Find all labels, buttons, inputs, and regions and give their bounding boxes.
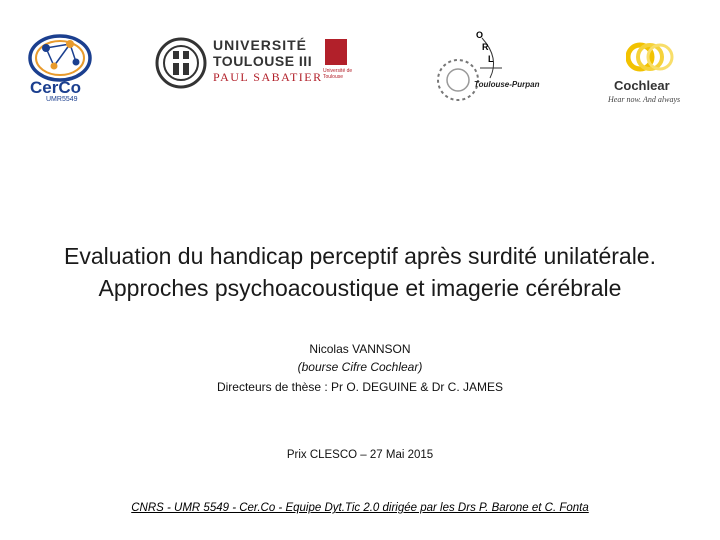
title-line-1: Evaluation du handicap perceptif après surdité unilatérale.: [64, 243, 656, 269]
cerco-logo: [24, 32, 98, 104]
ut3-line2: TOULOUSE III: [213, 53, 313, 69]
orl-logo: [420, 28, 555, 108]
cochlear-name: Cochlear: [614, 78, 670, 93]
cochlear-swirl-icon: [626, 38, 676, 76]
prize-line: Prix CLESCO – 27 Mai 2015: [286, 449, 434, 461]
cerco-subtitle: UMR5549: [46, 96, 78, 103]
orl-gear-icon: [420, 28, 555, 108]
ut3-line1: UNIVERSITÉ: [213, 37, 308, 53]
orl-letter-o: O: [476, 30, 484, 40]
author-name: Nicolas VANNSON: [309, 342, 411, 356]
ut3-emblem-icon: [155, 37, 207, 89]
cochlear-logo: [608, 38, 692, 110]
ut3-side-emblem-icon: [325, 39, 347, 65]
orl-letter-l: L: [488, 54, 494, 64]
ut3-logo: [155, 35, 360, 91]
cochlear-tagline: Hear now. And always: [608, 95, 681, 104]
thesis-directors: Directeurs de thèse : Pr O. DEGUINE & Dr C. JAMES: [216, 380, 504, 394]
orl-letter-r: R: [482, 42, 489, 52]
cerco-name: CerCo: [30, 78, 82, 97]
cerco-network-icon: [24, 32, 98, 82]
orl-caption: Toulouse-Purpan: [474, 80, 540, 89]
footer-affiliation: CNRS - UMR 5549 - Cer.Co - Equipe Dyt.Tic 2.0 dirigée par les Drs P. Barone et C. Fonta: [131, 502, 589, 514]
ut3-line3: PAUL SABATIER: [213, 70, 323, 84]
title-line-2: Approches psychoacoustique et imagerie cérébrale: [98, 275, 622, 301]
funding-note: (bourse Cifre Cochlear): [297, 360, 423, 374]
ut3-side-label: Université de Toulouse: [323, 68, 353, 80]
